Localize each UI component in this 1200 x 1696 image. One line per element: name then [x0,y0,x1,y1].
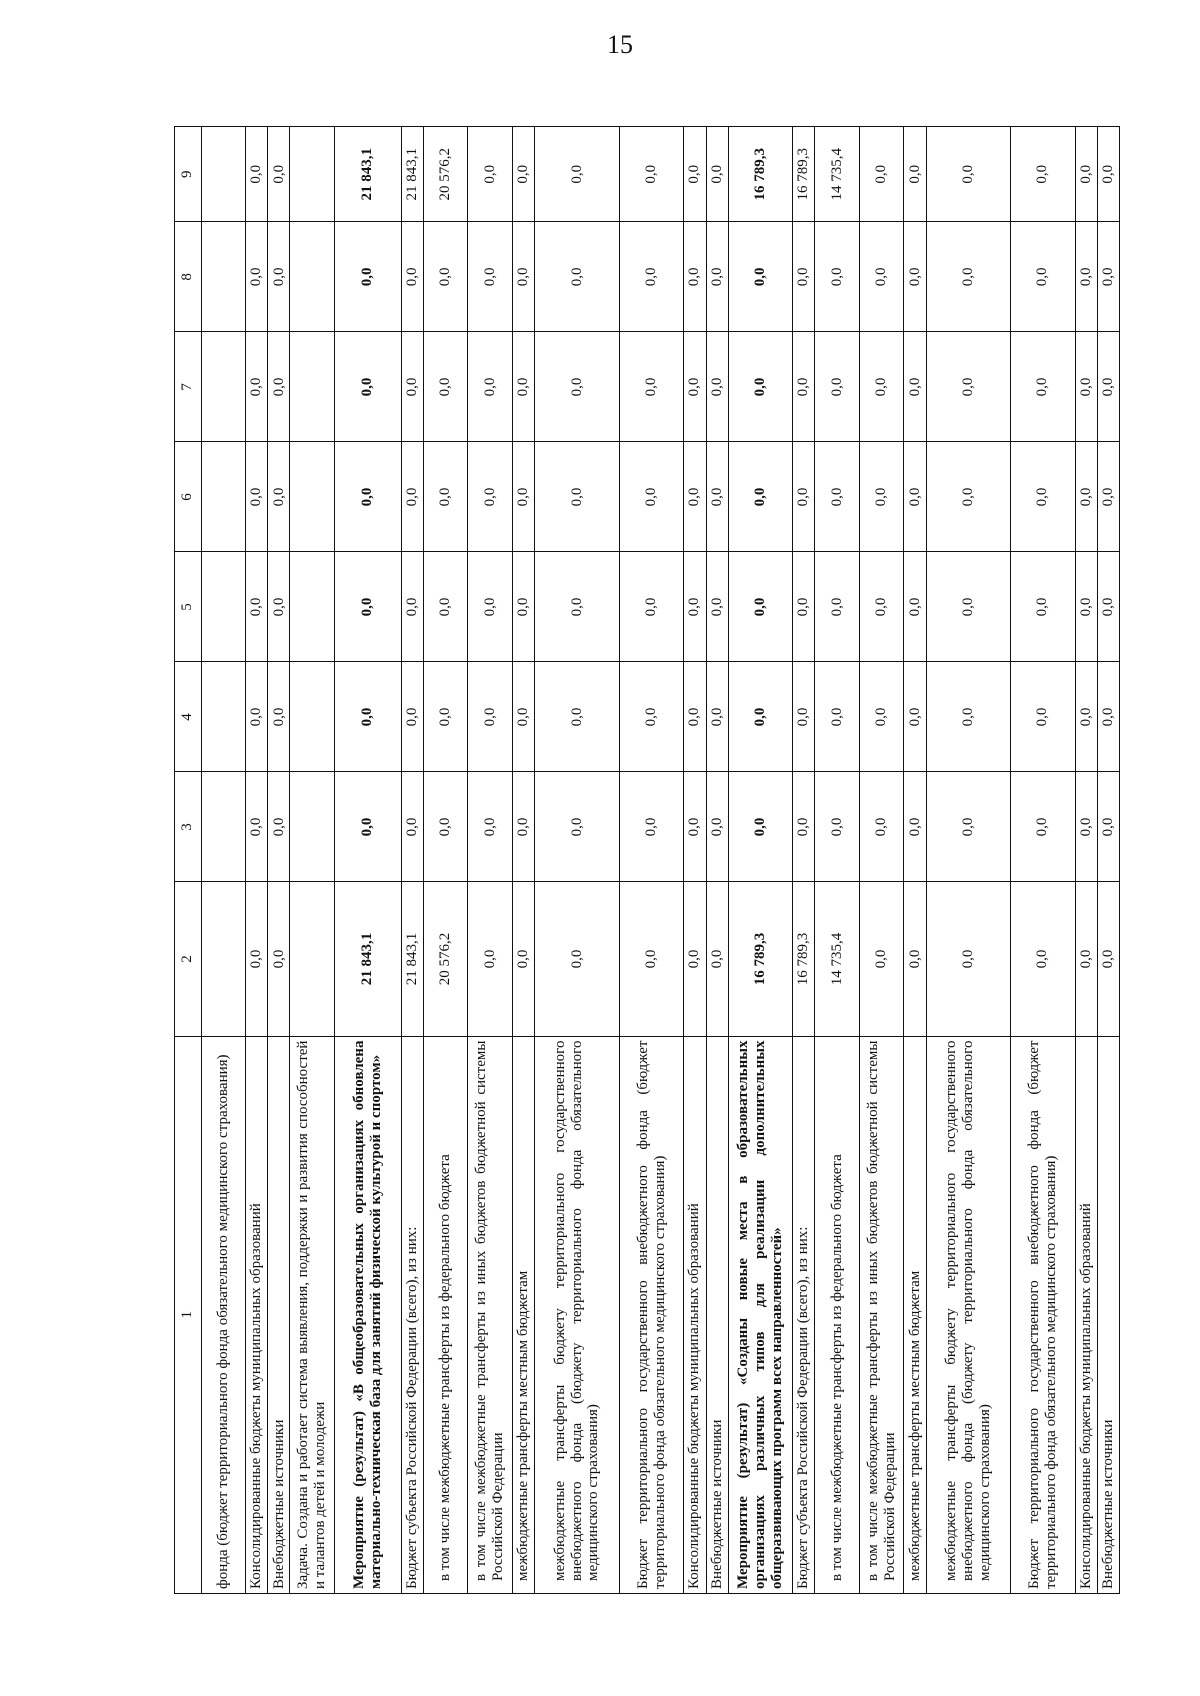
cell-value: 0,0 [904,222,926,332]
cell-value: 0,0 [815,442,860,552]
cell-value: 0,0 [512,882,534,1036]
cell-value: 0,0 [904,552,926,662]
cell-value: 0,0 [926,552,1011,662]
cell-value: 0,0 [793,772,815,882]
cell-value: 0,0 [1011,662,1076,772]
cell-value: 0,0 [684,552,706,662]
cell-value: 0,0 [793,442,815,552]
cell-value: 0,0 [1011,127,1076,222]
table-row [1097,127,1119,1594]
table-row [1075,127,1097,1594]
cell-value: 0,0 [423,662,468,772]
cell-value: 0,0 [401,662,423,772]
cell-value: 0,0 [926,127,1011,222]
cell-value: 0,0 [619,552,684,662]
table-row [246,127,268,1594]
row-label: в том числе межбюджетные трансферты из иных бюджетов бюджетной системы Российской Федерации [859,1036,904,1593]
cell-value: 0,0 [859,882,904,1036]
col-header: 2 [175,882,202,1036]
cell-value: 16 789,3 [728,882,793,1036]
cell-value [201,882,246,1036]
row-label: межбюджетные трансферты бюджету территориального государственного внебюджетного фонда (бюджету территориального фонда обязательного медицинского страхования) [535,1036,620,1593]
cell-value [290,332,335,442]
cell-value: 0,0 [619,222,684,332]
table-row [904,127,926,1594]
cell-value: 0,0 [535,442,620,552]
cell-value: 0,0 [793,332,815,442]
cell-value: 0,0 [512,222,534,332]
cell-value: 0,0 [904,442,926,552]
cell-value [290,222,335,332]
cell-value: 0,0 [334,552,401,662]
cell-value: 0,0 [334,662,401,772]
rotated-table-wrapper [174,126,1120,1594]
cell-value: 0,0 [246,442,268,552]
cell-value: 0,0 [619,772,684,882]
cell-value: 0,0 [904,662,926,772]
row-label: фонда (бюджет территориального фонда обязательного медицинского страхования) [201,1036,246,1593]
cell-value: 0,0 [728,662,793,772]
table-row [334,127,401,1594]
cell-value: 0,0 [268,552,290,662]
cell-value: 0,0 [926,222,1011,332]
cell-value: 14 735,4 [815,127,860,222]
cell-value: 0,0 [815,772,860,882]
cell-value: 0,0 [684,882,706,1036]
cell-value: 0,0 [1075,552,1097,662]
row-label: Задача. Создана и работает система выявления, поддержки и развития способностей и талантов детей и молодежи [290,1036,335,1593]
col-header: 8 [175,222,202,332]
cell-value: 0,0 [619,127,684,222]
table-row [815,127,860,1594]
cell-value: 0,0 [246,332,268,442]
row-label: межбюджетные трансферты местным бюджетам [512,1036,534,1593]
page-number: 15 [607,30,633,59]
cell-value: 21 843,1 [401,127,423,222]
cell-value: 16 789,3 [793,127,815,222]
cell-value: 0,0 [1097,882,1119,1036]
cell-value: 0,0 [401,442,423,552]
cell-value: 0,0 [793,662,815,772]
cell-value: 0,0 [468,772,513,882]
table-row [268,127,290,1594]
cell-value: 0,0 [423,332,468,442]
cell-value: 0,0 [268,332,290,442]
cell-value [201,662,246,772]
cell-value: 0,0 [706,772,728,882]
cell-value: 0,0 [401,552,423,662]
row-label: в том числе межбюджетные трансферты из федерального бюджета [423,1036,468,1593]
cell-value: 0,0 [401,222,423,332]
cell-value: 0,0 [468,552,513,662]
cell-value: 0,0 [1097,442,1119,552]
cell-value: 0,0 [684,442,706,552]
cell-value: 0,0 [423,772,468,882]
cell-value: 0,0 [1075,332,1097,442]
cell-value: 0,0 [904,127,926,222]
col-header: 5 [175,552,202,662]
row-label: Внебюджетные источники [268,1036,290,1593]
cell-value [201,332,246,442]
row-label: Мероприятие (результат) «В общеобразовательных организациях обновлена материально-техническая база для занятий физической культурой и спортом» [334,1036,401,1593]
cell-value: 0,0 [423,222,468,332]
table-row [926,127,1011,1594]
col-header: 4 [175,662,202,772]
cell-value: 0,0 [423,442,468,552]
cell-value: 0,0 [468,662,513,772]
cell-value: 0,0 [926,332,1011,442]
row-label: Бюджет субъекта Российской Федерации (всего), из них: [793,1036,815,1593]
cell-value: 0,0 [706,552,728,662]
table-row [859,127,904,1594]
cell-value: 0,0 [684,332,706,442]
cell-value: 0,0 [619,882,684,1036]
cell-value: 0,0 [268,127,290,222]
cell-value: 0,0 [246,127,268,222]
cell-value: 0,0 [268,882,290,1036]
cell-value: 0,0 [1011,332,1076,442]
cell-value: 0,0 [706,442,728,552]
cell-value: 0,0 [535,332,620,442]
row-label: межбюджетные трансферты бюджету территориального государственного внебюджетного фонда (бюджету территориального фонда обязательного медицинского страхования) [926,1036,1011,1593]
cell-value: 0,0 [468,222,513,332]
cell-value [290,662,335,772]
cell-value: 0,0 [1075,662,1097,772]
cell-value: 21 843,1 [334,882,401,1036]
col-header: 1 [175,1036,202,1593]
cell-value: 0,0 [512,772,534,882]
cell-value: 0,0 [1011,222,1076,332]
cell-value: 0,0 [1075,882,1097,1036]
cell-value: 0,0 [859,222,904,332]
table-row [619,127,684,1594]
cell-value [290,127,335,222]
cell-value: 0,0 [706,662,728,772]
cell-value: 0,0 [859,127,904,222]
cell-value: 0,0 [423,552,468,662]
table-row [793,127,815,1594]
row-label: межбюджетные трансферты местным бюджетам [904,1036,926,1593]
cell-value: 0,0 [728,332,793,442]
cell-value: 0,0 [926,662,1011,772]
cell-value: 0,0 [1097,332,1119,442]
row-label: Бюджет субъекта Российской Федерации (всего), из них: [401,1036,423,1593]
cell-value: 0,0 [512,127,534,222]
table-row [468,127,513,1594]
cell-value: 20 576,2 [423,882,468,1036]
cell-value: 0,0 [1097,552,1119,662]
cell-value: 0,0 [1011,882,1076,1036]
cell-value: 0,0 [1097,772,1119,882]
cell-value [201,552,246,662]
cell-value [290,552,335,662]
cell-value: 0,0 [334,772,401,882]
cell-value: 0,0 [1075,127,1097,222]
col-header: 9 [175,127,202,222]
cell-value: 14 735,4 [815,882,860,1036]
cell-value [290,772,335,882]
cell-value: 0,0 [793,552,815,662]
cell-value: 0,0 [904,882,926,1036]
row-label: Консолидированные бюджеты муниципальных образований [1075,1036,1097,1593]
cell-value: 0,0 [684,127,706,222]
table-row [512,127,534,1594]
row-label: Внебюджетные источники [706,1036,728,1593]
cell-value: 0,0 [619,442,684,552]
cell-value: 0,0 [706,332,728,442]
col-header: 7 [175,332,202,442]
cell-value: 0,0 [684,772,706,882]
cell-value: 0,0 [619,662,684,772]
cell-value: 0,0 [1097,662,1119,772]
cell-value: 0,0 [793,222,815,332]
cell-value: 0,0 [815,222,860,332]
table-row [201,127,246,1594]
cell-value: 0,0 [1011,442,1076,552]
cell-value: 0,0 [728,552,793,662]
row-label: Консолидированные бюджеты муниципальных образований [684,1036,706,1593]
cell-value [290,442,335,552]
cell-value: 0,0 [468,127,513,222]
cell-value: 0,0 [815,662,860,772]
cell-value: 0,0 [268,442,290,552]
cell-value: 0,0 [926,442,1011,552]
cell-value: 0,0 [859,772,904,882]
cell-value: 21 843,1 [401,882,423,1036]
cell-value [201,222,246,332]
cell-value: 0,0 [401,332,423,442]
table-row [535,127,620,1594]
cell-value: 0,0 [468,882,513,1036]
cell-value [201,127,246,222]
cell-value: 16 789,3 [793,882,815,1036]
row-label: Бюджет территориального государственного внебюджетного фонда (бюджет территориального фонда обязательного медицинского страхования) [619,1036,684,1593]
cell-value: 0,0 [246,882,268,1036]
row-label: Консолидированные бюджеты муниципальных образований [246,1036,268,1593]
cell-value: 0,0 [904,332,926,442]
col-header: 6 [175,442,202,552]
cell-value: 0,0 [468,332,513,442]
cell-value: 0,0 [268,772,290,882]
row-label: Мероприятие (результат) «Созданы новые места в образовательных организациях различных типов для реализации дополнительных общеразвивающих программ всех направленностей» [728,1036,793,1593]
row-label: Внебюджетные источники [1097,1036,1119,1593]
cell-value: 0,0 [728,772,793,882]
cell-value: 0,0 [535,772,620,882]
cell-value [290,882,335,1036]
col-header: 3 [175,772,202,882]
cell-value: 0,0 [859,442,904,552]
row-label: Бюджет территориального государственного внебюджетного фонда (бюджет территориального фонда обязательного медицинского страхования) [1011,1036,1076,1593]
cell-value: 0,0 [684,222,706,332]
cell-value: 0,0 [728,222,793,332]
table-row [684,127,706,1594]
cell-value: 0,0 [512,662,534,772]
cell-value: 0,0 [728,442,793,552]
cell-value: 0,0 [535,662,620,772]
cell-value: 0,0 [706,222,728,332]
cell-value: 0,0 [926,882,1011,1036]
cell-value: 0,0 [1075,772,1097,882]
cell-value: 0,0 [246,772,268,882]
cell-value: 0,0 [1011,772,1076,882]
cell-value: 0,0 [859,332,904,442]
cell-value: 0,0 [246,552,268,662]
cell-value [201,442,246,552]
cell-value: 0,0 [512,442,534,552]
cell-value: 0,0 [512,552,534,662]
cell-value: 0,0 [1011,552,1076,662]
cell-value: 0,0 [512,332,534,442]
cell-value: 20 576,2 [423,127,468,222]
cell-value: 0,0 [619,332,684,442]
cell-value: 0,0 [1097,127,1119,222]
cell-value: 0,0 [268,662,290,772]
cell-value: 0,0 [1097,222,1119,332]
table-row [728,127,793,1594]
table-row [1011,127,1076,1594]
cell-value: 0,0 [926,772,1011,882]
table-row [290,127,335,1594]
row-label: в том числе межбюджетные трансферты из иных бюджетов бюджетной системы Российской Федерации [468,1036,513,1593]
cell-value: 0,0 [904,772,926,882]
cell-value: 0,0 [859,662,904,772]
cell-value: 0,0 [859,552,904,662]
cell-value [201,772,246,882]
cell-value: 0,0 [268,222,290,332]
cell-value: 0,0 [815,332,860,442]
cell-value: 0,0 [535,882,620,1036]
cell-value: 0,0 [334,222,401,332]
table-row [706,127,728,1594]
header-row [175,127,202,1594]
cell-value: 0,0 [246,662,268,772]
table-row [423,127,468,1594]
row-label: в том числе межбюджетные трансферты из федерального бюджета [815,1036,860,1593]
cell-value: 0,0 [334,442,401,552]
cell-value: 0,0 [1075,222,1097,332]
cell-value: 21 843,1 [334,127,401,222]
cell-value: 0,0 [246,222,268,332]
budget-table [174,126,1120,1594]
cell-value: 0,0 [535,127,620,222]
cell-value: 0,0 [334,332,401,442]
cell-value: 0,0 [401,772,423,882]
table-body [175,127,1120,1594]
cell-value: 0,0 [535,222,620,332]
cell-value: 0,0 [1075,442,1097,552]
cell-value: 16 789,3 [728,127,793,222]
cell-value: 0,0 [535,552,620,662]
table-row [401,127,423,1594]
cell-value: 0,0 [706,127,728,222]
cell-value: 0,0 [684,662,706,772]
cell-value: 0,0 [706,882,728,1036]
cell-value: 0,0 [815,552,860,662]
cell-value: 0,0 [468,442,513,552]
